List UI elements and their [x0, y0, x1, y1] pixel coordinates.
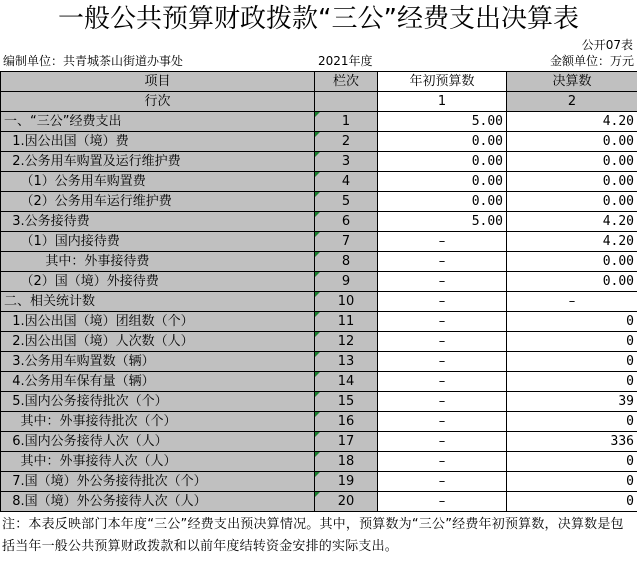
- actual-value: 4.20: [507, 212, 637, 232]
- form-number: 公开07表: [581, 38, 633, 52]
- cell-marker-icon: [315, 232, 320, 237]
- row-number-text: 4: [341, 174, 351, 189]
- row-label: 7.国（境）外公务接待批次（个）: [1, 472, 315, 492]
- cell-marker-icon: [315, 312, 320, 317]
- row-number: [315, 112, 378, 132]
- row-number: [315, 332, 378, 352]
- fiscal-year: 2021年度: [318, 54, 373, 68]
- actual-value: 0.00: [507, 152, 637, 172]
- row-label: 一、“三公”经费支出: [1, 112, 315, 132]
- header-blank: [315, 92, 378, 112]
- table-row: [1, 252, 637, 272]
- cell-marker-icon: [315, 432, 320, 437]
- budget-value: –: [378, 472, 507, 492]
- row-number: [315, 232, 378, 252]
- budget-value: 0.00: [378, 132, 507, 152]
- cell-marker-icon: [315, 252, 320, 257]
- row-number: [315, 292, 378, 312]
- cell-marker-icon: [315, 452, 320, 457]
- header-item: 项目: [1, 72, 315, 92]
- budget-value: –: [378, 492, 507, 512]
- row-number-text: 8: [341, 254, 351, 269]
- table-row: [1, 132, 637, 152]
- table-row: [1, 232, 637, 252]
- header-budget: 年初预算数: [378, 72, 507, 92]
- row-number: [315, 352, 378, 372]
- budget-value: –: [378, 252, 507, 272]
- budget-value: –: [378, 412, 507, 432]
- actual-value: 4.20: [507, 112, 637, 132]
- actual-value: 39: [507, 392, 637, 412]
- row-label: 1.因公出国（境）团组数（个）: [1, 312, 315, 332]
- row-number-text: 13: [337, 354, 355, 369]
- row-label: 6.国内公务接待人次（人）: [1, 432, 315, 452]
- budget-value: 0.00: [378, 172, 507, 192]
- table-row: [1, 432, 637, 452]
- row-label: 3.公务接待费: [1, 212, 315, 232]
- row-label: 5.国内公务接待批次（个）: [1, 392, 315, 412]
- row-number: [315, 172, 378, 192]
- actual-value: 0.00: [507, 192, 637, 212]
- budget-value: –: [378, 392, 507, 412]
- budget-value: –: [378, 352, 507, 372]
- budget-value: –: [378, 232, 507, 252]
- actual-value: 0.00: [507, 252, 637, 272]
- row-number-text: 12: [337, 334, 355, 349]
- actual-value: 4.20: [507, 232, 637, 252]
- budget-value: –: [378, 452, 507, 472]
- row-number: [315, 252, 378, 272]
- row-number: [315, 372, 378, 392]
- table-row: [1, 312, 637, 332]
- actual-value: 0.00: [507, 132, 637, 152]
- budget-value: –: [378, 292, 507, 312]
- actual-value: 0: [507, 352, 637, 372]
- table-row: [1, 332, 637, 352]
- cell-marker-icon: [315, 492, 320, 497]
- row-number-text: 18: [337, 454, 355, 469]
- row-label: 3.公务用车购置数（辆）: [1, 352, 315, 372]
- header-row-label: 行次: [1, 92, 315, 112]
- budget-value: –: [378, 372, 507, 392]
- budget-value: 5.00: [378, 212, 507, 232]
- actual-value: 336: [507, 432, 637, 452]
- actual-value: 0: [507, 472, 637, 492]
- row-number-text: 9: [341, 274, 351, 289]
- cell-marker-icon: [315, 352, 320, 357]
- budget-value: –: [378, 332, 507, 352]
- row-number: [315, 472, 378, 492]
- row-label: 8.国（境）外公务接待人次（人）: [1, 492, 315, 512]
- row-number-text: 19: [337, 474, 355, 489]
- budget-value: –: [378, 312, 507, 332]
- expenditure-table: [0, 71, 637, 512]
- budget-value: 5.00: [378, 112, 507, 132]
- cell-marker-icon: [315, 272, 320, 277]
- row-label: 其中：外事接待人次（人）: [1, 452, 315, 472]
- row-label: 4.公务用车保有量（辆）: [1, 372, 315, 392]
- actual-value: 0: [507, 332, 637, 352]
- row-number-text: 2: [341, 134, 351, 149]
- row-label: 1.因公出国（境）费: [1, 132, 315, 152]
- row-number: [315, 192, 378, 212]
- table-row: [1, 212, 637, 232]
- actual-value: 0: [507, 452, 637, 472]
- cell-marker-icon: [315, 292, 320, 297]
- actual-value: 0.00: [507, 172, 637, 192]
- footnote: 注：本表反映部门本年度“三公”经费支出预决算情况。其中，预算数为“三公”经费年初预算数，决算数是包括当年一般公共预算财政拨款和以前年度结转资金安排的实际支出。: [2, 517, 624, 554]
- row-number-text: 20: [337, 494, 355, 509]
- header-index-row: [1, 92, 637, 112]
- row-number: [315, 412, 378, 432]
- row-number-text: 6: [341, 214, 351, 229]
- table-row: [1, 352, 637, 372]
- row-label: 二、相关统计数: [1, 292, 315, 312]
- budget-value: –: [378, 272, 507, 292]
- row-label: （2）国（境）外接待费: [1, 272, 315, 292]
- row-number-text: 5: [341, 194, 351, 209]
- cell-marker-icon: [315, 152, 320, 157]
- cell-marker-icon: [315, 472, 320, 477]
- row-number: [315, 492, 378, 512]
- row-number-text: 7: [341, 234, 351, 249]
- info-bar: [0, 53, 637, 70]
- table-row: [1, 172, 637, 192]
- actual-value: –: [507, 292, 637, 312]
- row-number-text: 3: [341, 154, 351, 169]
- header-budget-index: 1: [378, 92, 507, 112]
- header-row: [1, 72, 637, 92]
- table-row: [1, 492, 637, 512]
- header-actual: 决算数: [507, 72, 637, 92]
- row-number: [315, 212, 378, 232]
- row-number-text: 14: [337, 374, 355, 389]
- row-label: （1）公务用车购置费: [1, 172, 315, 192]
- cell-marker-icon: [315, 372, 320, 377]
- row-number: [315, 312, 378, 332]
- budget-value: 0.00: [378, 192, 507, 212]
- cell-marker-icon: [315, 192, 320, 197]
- table-row: [1, 412, 637, 432]
- row-number-text: 10: [337, 294, 355, 309]
- row-number-text: 16: [337, 414, 355, 429]
- page-title: 一般公共预算财政拨款“三公”经费支出决算表: [58, 4, 579, 34]
- row-label: 其中：外事接待批次（个）: [1, 412, 315, 432]
- cell-marker-icon: [315, 332, 320, 337]
- table-row: [1, 392, 637, 412]
- table-row: [1, 472, 637, 492]
- actual-value: 0: [507, 372, 637, 392]
- header-col-no: 栏次: [315, 72, 378, 92]
- budget-value: 0.00: [378, 152, 507, 172]
- actual-value: 0.00: [507, 272, 637, 292]
- row-number-text: 15: [337, 394, 355, 409]
- cell-marker-icon: [315, 412, 320, 417]
- table-row: [1, 292, 637, 312]
- row-label: （2）公务用车运行维护费: [1, 192, 315, 212]
- row-number-text: 1: [341, 114, 351, 129]
- actual-value: 0: [507, 312, 637, 332]
- header-actual-index: 2: [507, 92, 637, 112]
- row-number: [315, 452, 378, 472]
- table-row: [1, 112, 637, 132]
- table-row: [1, 272, 637, 292]
- budget-value: –: [378, 432, 507, 452]
- row-number-text: 11: [337, 314, 355, 329]
- row-number: [315, 432, 378, 452]
- row-label: 2.公务用车购置及运行维护费: [1, 152, 315, 172]
- row-number-text: 17: [337, 434, 355, 449]
- compiling-unit: 编制单位：共青城茶山街道办事处: [3, 54, 184, 68]
- cell-marker-icon: [315, 112, 320, 117]
- cell-marker-icon: [315, 212, 320, 217]
- row-label: （1）国内接待费: [1, 232, 315, 252]
- actual-value: 0: [507, 412, 637, 432]
- row-number: [315, 132, 378, 152]
- table-row: [1, 452, 637, 472]
- table-row: [1, 192, 637, 212]
- row-number: [315, 392, 378, 412]
- cell-marker-icon: [315, 392, 320, 397]
- amount-unit: 金额单位：万元: [549, 54, 634, 68]
- row-label: 其中：外事接待费: [1, 252, 315, 272]
- cell-marker-icon: [315, 172, 320, 177]
- actual-value: 0: [507, 492, 637, 512]
- table-row: [1, 372, 637, 392]
- row-label: 2.因公出国（境）人次数（人）: [1, 332, 315, 352]
- cell-marker-icon: [315, 132, 320, 137]
- table-row: [1, 152, 637, 172]
- row-number: [315, 152, 378, 172]
- row-number: [315, 272, 378, 292]
